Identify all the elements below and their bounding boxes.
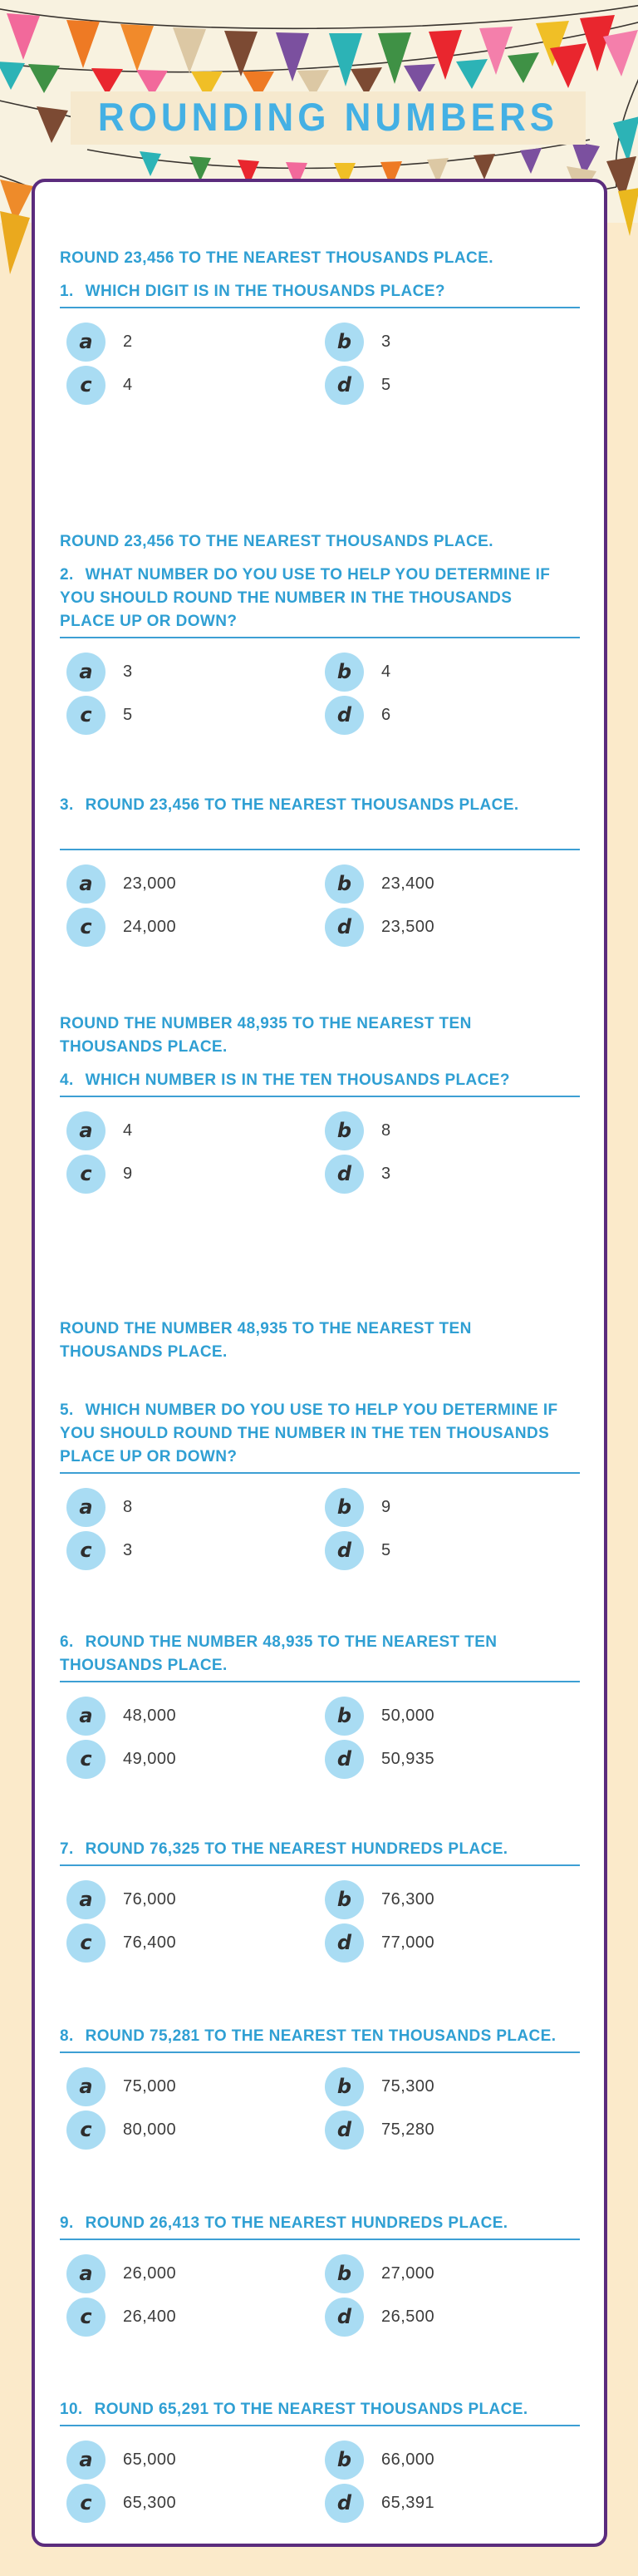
option-letter-badge[interactable]: b bbox=[325, 2441, 364, 2480]
option-letter-badge[interactable]: b bbox=[325, 653, 364, 692]
question-block bbox=[60, 1838, 580, 1963]
answer-option[interactable] bbox=[325, 365, 580, 405]
option-value: 24,000 bbox=[123, 917, 177, 936]
answer-option[interactable] bbox=[66, 864, 325, 904]
question-prompt bbox=[60, 1838, 558, 1861]
option-letter-badge[interactable]: a bbox=[66, 1111, 106, 1150]
option-letter-badge[interactable]: d bbox=[325, 1740, 364, 1779]
bunting-string-middle bbox=[0, 30, 638, 100]
question-number: 1. bbox=[60, 283, 74, 300]
option-letter-badge[interactable]: b bbox=[325, 1488, 364, 1527]
divider bbox=[60, 307, 580, 308]
title-banner bbox=[71, 91, 586, 145]
answer-option[interactable] bbox=[325, 2297, 580, 2337]
option-letter-badge[interactable]: d bbox=[325, 2298, 364, 2337]
question-text: WHICH DIGIT IS IN THE THOUSANDS PLACE? bbox=[85, 283, 445, 300]
options-grid bbox=[60, 2066, 580, 2150]
option-letter-badge[interactable]: b bbox=[325, 1111, 364, 1150]
option-letter-badge[interactable]: a bbox=[66, 1880, 106, 1919]
option-value: 4 bbox=[381, 662, 391, 681]
options-grid bbox=[60, 1487, 580, 1570]
question-prompt bbox=[60, 794, 558, 817]
option-letter-badge[interactable]: c bbox=[66, 1155, 106, 1194]
question-preamble: ROUND 23,456 TO THE NEAREST THOUSANDS PLACE. bbox=[60, 249, 493, 267]
option-value: 80,000 bbox=[123, 2120, 177, 2139]
answer-option[interactable] bbox=[325, 652, 580, 692]
option-letter-badge[interactable]: b bbox=[325, 323, 364, 362]
divider bbox=[60, 1681, 580, 1682]
question-text: WHICH NUMBER IS IN THE TEN THOUSANDS PLACE? bbox=[85, 1071, 510, 1089]
option-value: 49,000 bbox=[123, 1749, 177, 1768]
option-value: 75,000 bbox=[123, 2076, 177, 2096]
option-letter-badge[interactable]: d bbox=[325, 2111, 364, 2150]
option-letter-badge[interactable]: d bbox=[325, 696, 364, 735]
question-block bbox=[60, 794, 580, 947]
option-value: 76,000 bbox=[123, 1889, 177, 1909]
answer-option[interactable] bbox=[325, 322, 580, 362]
question-number: 8. bbox=[60, 2027, 74, 2045]
question-text: ROUND 76,325 TO THE NEAREST HUNDREDS PLACE. bbox=[85, 1840, 508, 1858]
answer-option[interactable] bbox=[66, 2440, 325, 2480]
option-letter-badge[interactable]: c bbox=[66, 908, 106, 947]
answer-option[interactable] bbox=[325, 2110, 580, 2150]
question-number: 4. bbox=[60, 1071, 74, 1089]
answer-option[interactable] bbox=[325, 1696, 580, 1736]
answer-option[interactable] bbox=[66, 1530, 325, 1570]
option-letter-badge[interactable]: a bbox=[66, 2441, 106, 2480]
option-letter-badge[interactable]: a bbox=[66, 1488, 106, 1527]
option-value: 65,000 bbox=[123, 2450, 177, 2469]
option-letter-badge[interactable]: a bbox=[66, 2067, 106, 2106]
question-number: 3. bbox=[60, 796, 74, 814]
option-letter-badge[interactable]: d bbox=[325, 1155, 364, 1194]
option-letter-badge[interactable]: b bbox=[325, 2067, 364, 2106]
options-grid bbox=[60, 652, 580, 735]
question-block bbox=[60, 1012, 580, 1194]
option-value: 76,400 bbox=[123, 1933, 177, 1952]
option-value: 48,000 bbox=[123, 1706, 177, 1725]
option-value: 4 bbox=[123, 375, 133, 394]
option-value: 3 bbox=[381, 1164, 391, 1183]
option-value: 26,400 bbox=[123, 2307, 177, 2326]
option-letter-badge[interactable]: a bbox=[66, 1697, 106, 1736]
option-value: 65,300 bbox=[123, 2493, 177, 2512]
option-value: 8 bbox=[123, 1497, 133, 1516]
option-letter-badge[interactable]: b bbox=[325, 1697, 364, 1736]
quiz-card bbox=[32, 179, 607, 2547]
options-grid bbox=[60, 322, 580, 405]
option-value: 65,391 bbox=[381, 2493, 435, 2512]
answer-option[interactable] bbox=[325, 1487, 580, 1527]
answer-option[interactable] bbox=[66, 1739, 325, 1779]
answer-option[interactable] bbox=[66, 907, 325, 947]
options-grid bbox=[60, 1879, 580, 1963]
option-letter-badge[interactable]: c bbox=[66, 2111, 106, 2150]
answer-option[interactable] bbox=[325, 2066, 580, 2106]
question-prompt bbox=[60, 2398, 558, 2421]
option-letter-badge[interactable]: a bbox=[66, 653, 106, 692]
answer-option[interactable] bbox=[325, 1923, 580, 1963]
question-preamble: ROUND THE NUMBER 48,935 TO THE NEAREST TEN THOUSANDS PLACE. bbox=[60, 1320, 472, 1361]
answer-option[interactable] bbox=[66, 1154, 325, 1194]
answer-option[interactable] bbox=[325, 1879, 580, 1919]
answer-option[interactable] bbox=[325, 695, 580, 735]
option-value: 9 bbox=[381, 1497, 391, 1516]
question-text: ROUND 75,281 TO THE NEAREST TEN THOUSANDS PLACE. bbox=[85, 2027, 557, 2045]
answer-option[interactable] bbox=[66, 365, 325, 405]
option-value: 50,935 bbox=[381, 1749, 435, 1768]
divider bbox=[60, 1864, 580, 1866]
question-prompt bbox=[60, 2025, 558, 2048]
option-letter-badge[interactable]: b bbox=[325, 2254, 364, 2293]
divider bbox=[60, 2239, 580, 2240]
question-text: ROUND 26,413 TO THE NEAREST HUNDREDS PLACE. bbox=[85, 2214, 508, 2232]
option-value: 23,000 bbox=[123, 874, 177, 893]
question-block bbox=[60, 2212, 580, 2337]
option-value: 50,000 bbox=[381, 1706, 435, 1725]
question-number: 7. bbox=[60, 1840, 74, 1858]
option-value: 75,300 bbox=[381, 2076, 435, 2096]
divider bbox=[60, 1096, 580, 1097]
option-letter-badge[interactable]: c bbox=[66, 1923, 106, 1963]
question-block bbox=[60, 2398, 580, 2523]
divider bbox=[60, 1472, 580, 1474]
answer-option[interactable] bbox=[66, 2110, 325, 2150]
option-value: 77,000 bbox=[381, 1933, 435, 1952]
answer-option[interactable] bbox=[66, 2483, 325, 2523]
answer-option[interactable] bbox=[325, 1739, 580, 1779]
answer-option[interactable] bbox=[325, 2440, 580, 2480]
answer-option[interactable] bbox=[325, 2253, 580, 2293]
answer-option[interactable] bbox=[66, 322, 325, 362]
option-value: 6 bbox=[381, 705, 391, 724]
options-grid bbox=[60, 1696, 580, 1779]
option-letter-badge[interactable]: c bbox=[66, 1531, 106, 1570]
divider bbox=[60, 637, 580, 638]
question-number: 9. bbox=[60, 2214, 74, 2232]
question-number: 6. bbox=[60, 1633, 74, 1651]
answer-option[interactable] bbox=[66, 2066, 325, 2106]
question-prompt bbox=[60, 2212, 558, 2235]
answer-option[interactable] bbox=[325, 2483, 580, 2523]
question-text: ROUND 23,456 TO THE NEAREST THOUSANDS PLACE. bbox=[85, 796, 519, 814]
divider bbox=[60, 2051, 580, 2053]
question-prompt bbox=[60, 1631, 558, 1677]
question-number: 2. bbox=[60, 566, 74, 584]
option-value: 26,000 bbox=[123, 2263, 177, 2283]
question-text: ROUND 65,291 TO THE NEAREST THOUSANDS PLACE. bbox=[94, 2401, 528, 2418]
question-preamble: ROUND 23,456 TO THE NEAREST THOUSANDS PLACE. bbox=[60, 533, 493, 550]
option-letter-badge[interactable]: b bbox=[325, 1880, 364, 1919]
option-value: 3 bbox=[123, 662, 133, 681]
option-value: 8 bbox=[381, 1121, 391, 1140]
answer-option[interactable] bbox=[66, 1111, 325, 1150]
question-text: WHAT NUMBER DO YOU USE TO HELP YOU DETERMINE IF YOU SHOULD ROUND THE NUMBER IN THE THOUSANDS PLACE UP OR DOWN? bbox=[60, 566, 551, 630]
option-value: 75,280 bbox=[381, 2120, 435, 2139]
question-prompt bbox=[60, 564, 558, 633]
option-letter-badge[interactable]: a bbox=[66, 323, 106, 362]
option-letter-badge[interactable]: d bbox=[325, 366, 364, 405]
option-letter-badge[interactable]: a bbox=[66, 2254, 106, 2293]
options-grid bbox=[60, 864, 580, 947]
question-block bbox=[60, 530, 580, 735]
question-prompt bbox=[60, 280, 558, 303]
option-value: 5 bbox=[381, 1540, 391, 1559]
answer-option[interactable] bbox=[66, 1923, 325, 1963]
option-letter-badge[interactable]: c bbox=[66, 1740, 106, 1779]
option-value: 23,500 bbox=[381, 917, 435, 936]
option-letter-badge[interactable]: d bbox=[325, 2484, 364, 2523]
question-text: WHICH NUMBER DO YOU USE TO HELP YOU DETERMINE IF YOU SHOULD ROUND THE NUMBER IN THE TEN THOUSANDS PLACE UP OR DOWN? bbox=[60, 1401, 558, 1465]
question-block bbox=[60, 247, 580, 405]
answer-option[interactable] bbox=[325, 1111, 580, 1150]
options-grid bbox=[60, 1111, 580, 1194]
option-letter-badge[interactable]: c bbox=[66, 2298, 106, 2337]
question-number: 10. bbox=[60, 2401, 83, 2418]
option-value: 3 bbox=[381, 332, 391, 351]
option-value: 5 bbox=[381, 375, 391, 394]
question-prompt bbox=[60, 1069, 558, 1092]
option-letter-badge[interactable]: c bbox=[66, 2484, 106, 2523]
answer-option[interactable] bbox=[66, 652, 325, 692]
option-value: 2 bbox=[123, 332, 133, 351]
divider bbox=[60, 2425, 580, 2426]
option-letter-badge[interactable]: c bbox=[66, 366, 106, 405]
option-value: 76,300 bbox=[381, 1889, 435, 1909]
answer-option[interactable] bbox=[325, 1530, 580, 1570]
question-preamble: ROUND THE NUMBER 48,935 TO THE NEAREST TEN THOUSANDS PLACE. bbox=[60, 1015, 472, 1056]
option-letter-badge[interactable]: c bbox=[66, 696, 106, 735]
option-value: 66,000 bbox=[381, 2450, 435, 2469]
divider bbox=[60, 849, 580, 850]
question-block bbox=[60, 1318, 580, 1570]
option-value: 5 bbox=[123, 705, 133, 724]
option-letter-badge[interactable]: d bbox=[325, 1531, 364, 1570]
option-letter-badge[interactable]: b bbox=[325, 864, 364, 904]
options-grid bbox=[60, 2440, 580, 2523]
option-value: 3 bbox=[123, 1540, 133, 1559]
answer-option[interactable] bbox=[325, 1154, 580, 1194]
answer-option[interactable] bbox=[66, 2297, 325, 2337]
options-grid bbox=[60, 2253, 580, 2337]
option-value: 23,400 bbox=[381, 874, 435, 893]
answer-option[interactable] bbox=[66, 2253, 325, 2293]
page-title: ROUNDING NUMBERS bbox=[97, 96, 559, 140]
option-letter-badge[interactable]: a bbox=[66, 864, 106, 904]
question-number: 5. bbox=[60, 1401, 74, 1419]
question-block bbox=[60, 1631, 580, 1779]
option-letter-badge[interactable]: d bbox=[325, 908, 364, 947]
answer-option[interactable] bbox=[325, 864, 580, 904]
answer-option[interactable] bbox=[325, 907, 580, 947]
question-block bbox=[60, 2025, 580, 2150]
answer-option[interactable] bbox=[66, 695, 325, 735]
option-value: 27,000 bbox=[381, 2263, 435, 2283]
question-prompt bbox=[60, 1399, 558, 1469]
answer-option[interactable] bbox=[66, 1487, 325, 1527]
answer-option[interactable] bbox=[66, 1696, 325, 1736]
answer-option[interactable] bbox=[66, 1879, 325, 1919]
option-letter-badge[interactable]: d bbox=[325, 1923, 364, 1963]
option-value: 9 bbox=[123, 1164, 133, 1183]
option-value: 26,500 bbox=[381, 2307, 435, 2326]
question-text: ROUND THE NUMBER 48,935 TO THE NEAREST TEN THOUSANDS PLACE. bbox=[60, 1633, 498, 1674]
option-value: 4 bbox=[123, 1121, 133, 1140]
